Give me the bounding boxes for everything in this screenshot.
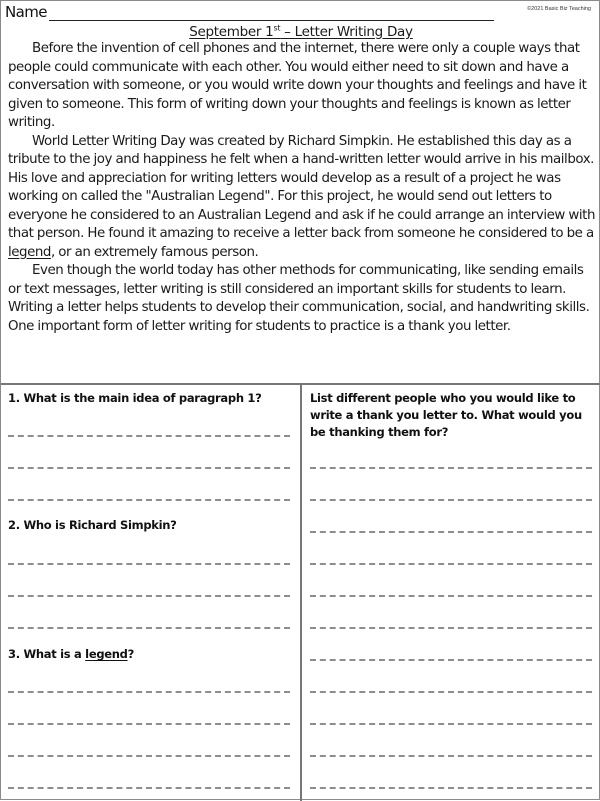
question-3-prefix: 3. What is a bbox=[8, 647, 86, 661]
question-1: 1. What is the main idea of paragraph 1? bbox=[8, 391, 262, 405]
name-label: Name bbox=[5, 3, 47, 21]
title-suffix: – Letter Writing Day bbox=[280, 23, 413, 40]
left-answer-line[interactable] bbox=[8, 499, 290, 501]
copyright-notice: ©2021 Basic Biz Teaching bbox=[527, 6, 591, 12]
left-answer-line[interactable] bbox=[8, 595, 290, 597]
reading-passage bbox=[8, 40, 596, 336]
paragraph-1: Before the invention of cell phones and the internet, there were only a couple ways that people could communicate with each other. You would either need to sit down and have a conversation with someone, or you would write down your thoughts and feelings and have it given to someone. This form of writing down your thoughts and feelings is known as letter writing. bbox=[8, 41, 587, 130]
left-answer-line[interactable] bbox=[8, 723, 290, 725]
right-answer-line[interactable] bbox=[310, 691, 592, 693]
left-answer-line[interactable] bbox=[8, 435, 290, 437]
left-answer-line[interactable] bbox=[8, 467, 290, 469]
right-answer-line[interactable] bbox=[310, 499, 592, 501]
left-answer-line[interactable] bbox=[8, 755, 290, 757]
left-answer-line[interactable] bbox=[8, 787, 290, 789]
right-answer-line[interactable] bbox=[310, 467, 592, 469]
section-divider-vertical bbox=[300, 384, 302, 801]
paragraph-2 bbox=[8, 133, 596, 263]
title-superscript: st bbox=[273, 23, 281, 32]
paragraph-2-tail: , or an extremely famous person. bbox=[50, 244, 259, 260]
paragraph-3: Even though the world today has other methods for communicating, like sending emails or text messages, letter writing is still considered an important skills for students to learn. Writing a letter helps students to develop their communication, social, and handwriting skills. One important form of letter writing for students to practice is a thank you letter. bbox=[8, 263, 590, 334]
left-answer-line[interactable] bbox=[8, 563, 290, 565]
left-answer-line[interactable] bbox=[8, 627, 290, 629]
vocab-word-legend: legend bbox=[8, 244, 51, 260]
paragraph-2-body: World Letter Writing Day was created by Richard Simpkin. He established this day as a tribute to the joy and happiness he felt when a hand-written letter would arrive in his mailbox. His love and appreciation for writing letters would develop as a result of a project he was working on called the "Australian Legend". For this project, he would send out letters to everyone he considered to an Australian Legend and ask if he could arrange an interview with that person. He found it amazing to receive a letter back from someone he considered to be a bbox=[8, 133, 595, 241]
right-answer-line[interactable] bbox=[310, 563, 592, 565]
title-prefix: September 1 bbox=[189, 23, 274, 40]
right-answer-line[interactable] bbox=[310, 595, 592, 597]
left-answer-line[interactable] bbox=[8, 691, 290, 693]
right-answer-line[interactable] bbox=[310, 787, 592, 789]
right-answer-line[interactable] bbox=[310, 723, 592, 725]
question-3 bbox=[8, 646, 293, 663]
right-answer-line[interactable] bbox=[310, 755, 592, 757]
right-answer-line[interactable] bbox=[310, 659, 592, 661]
question-3-vocab-word: legend bbox=[85, 647, 128, 661]
right-answer-line[interactable] bbox=[310, 627, 592, 629]
name-input-line[interactable] bbox=[49, 20, 494, 21]
page-title bbox=[1, 23, 600, 40]
question-2: 2. Who is Richard Simpkin? bbox=[8, 518, 177, 532]
question-3-suffix: ? bbox=[127, 647, 134, 661]
right-answer-line[interactable] bbox=[310, 531, 592, 533]
thank-you-prompt: List different people who you would like to write a thank you letter to. What would you be thanking them for? bbox=[310, 391, 582, 439]
